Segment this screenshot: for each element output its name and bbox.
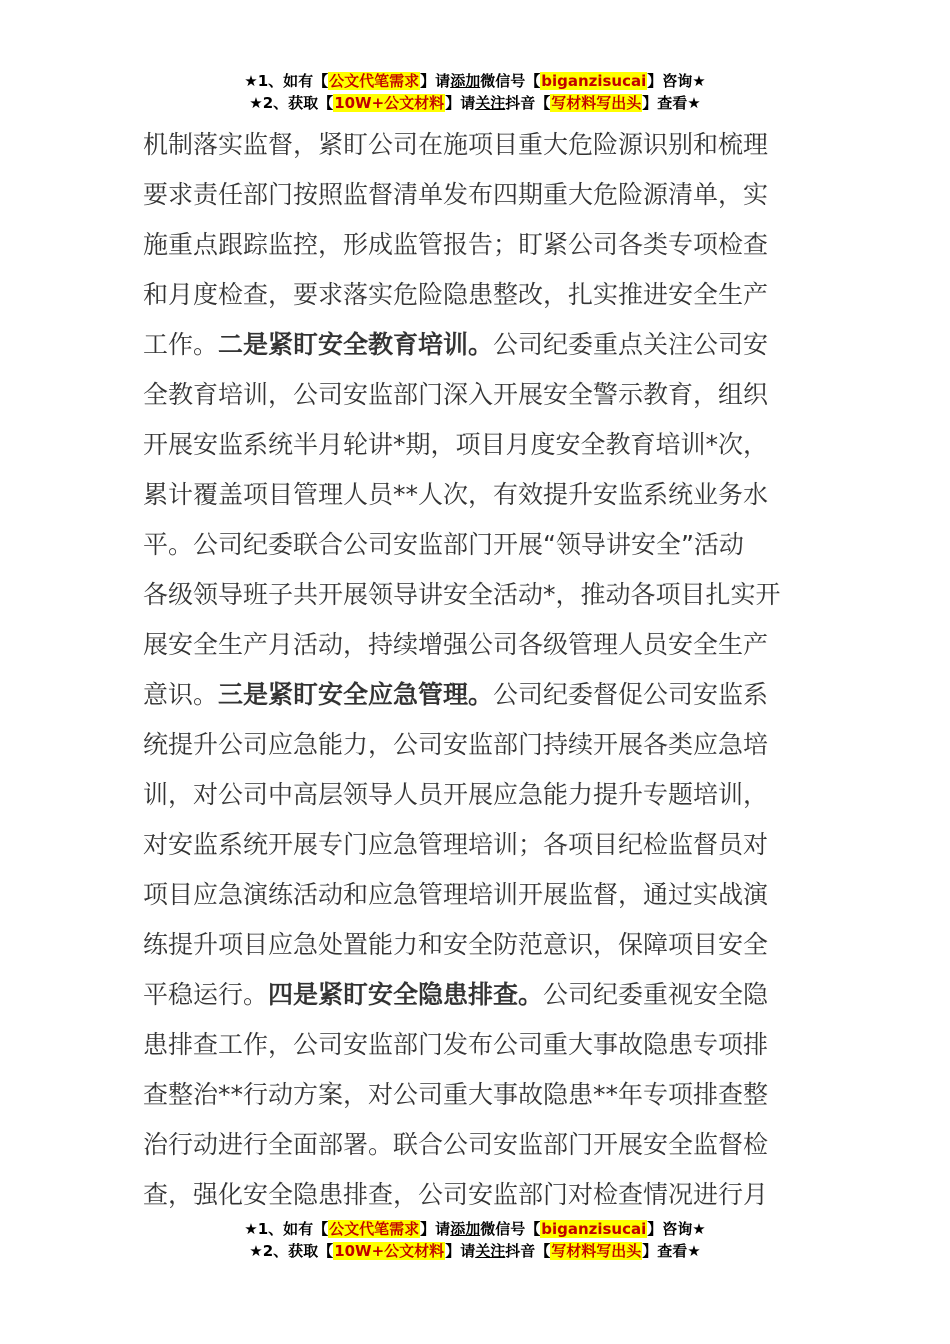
body-line: 对安监系统开展专门应急管理培训；各项目纪检监督员对 <box>143 830 769 859</box>
body-line: 项目应急演练活动和应急管理培训开展监督，通过实战演 <box>143 880 769 909</box>
section-heading-3: 三是紧盯安全应急管理。 <box>218 680 494 709</box>
highlight-materials: 10W+公文材料 <box>334 94 445 112</box>
section-heading-4: 四是紧盯安全隐患排查。 <box>268 980 544 1009</box>
body-line: 平稳运行。四是紧盯安全隐患排查。公司纪委重视安全隐 <box>143 980 769 1009</box>
banner-line-1: ★1、如有【公文代笔需求】请添加微信号【biganzisucai】咨询★ <box>244 72 706 90</box>
douyin-account: 写材料写出头 <box>551 1242 642 1260</box>
body-line: 查整治**行动方案，对公司重大事故隐患**年专项排查整 <box>143 1080 769 1109</box>
body-line: 练提升项目应急处置能力和安全防范意识，保障项目安全 <box>143 930 769 959</box>
footer-banner <box>0 1218 950 1262</box>
body-line: 和月度检查，要求落实危险隐患整改，扎实推进安全生产 <box>143 280 769 309</box>
body-line: 意识。三是紧盯安全应急管理。公司纪委督促公司安监系 <box>143 680 769 709</box>
body-line: 平。公司纪委联合公司安监部门开展“领导讲安全”活动 <box>143 530 744 559</box>
body-line: 机制落实监督，紧盯公司在施项目重大危险源识别和梳理 <box>143 130 769 159</box>
wechat-id: biganzisucai <box>541 1220 647 1238</box>
highlight-materials: 10W+公文材料 <box>334 1242 445 1260</box>
body-line: 工作。二是紧盯安全教育培训。公司纪委重点关注公司安 <box>143 330 769 359</box>
body-line: 施重点跟踪监控，形成监管报告；盯紧公司各类专项检查 <box>143 230 769 259</box>
body-line: 累计覆盖项目管理人员**人次，有效提升安监系统业务水 <box>143 480 769 509</box>
body-line: 各级领导班子共开展领导讲安全活动*，推动各项目扎实开 <box>143 580 781 609</box>
body-line: 查，强化安全隐患排查，公司安监部门对检查情况进行月 <box>143 1180 769 1209</box>
wechat-id: biganzisucai <box>541 72 647 90</box>
banner-line-2: ★2、获取【10W+公文材料】请关注抖音【写材料写出头】查看★ <box>249 94 701 112</box>
section-heading-2: 二是紧盯安全教育培训。 <box>218 330 494 359</box>
body-line: 要求责任部门按照监督清单发布四期重大危险源清单，实 <box>143 180 769 209</box>
body-line: 展安全生产月活动，持续增强公司各级管理人员安全生产 <box>143 630 769 659</box>
highlight-service: 公文代笔需求 <box>329 72 420 90</box>
body-line: 训，对公司中高层领导人员开展应急能力提升专题培训， <box>143 780 769 809</box>
body-line: 患排查工作，公司安监部门发布公司重大事故隐患专项排 <box>143 1030 769 1059</box>
body-line: 治行动进行全面部署。联合公司安监部门开展安全监督检 <box>143 1130 769 1159</box>
body-line: 开展安监系统半月轮讲*期，项目月度安全教育培训*次， <box>143 430 769 459</box>
banner-line-2: ★2、获取【10W+公文材料】请关注抖音【写材料写出头】查看★ <box>249 1242 701 1260</box>
highlight-service: 公文代笔需求 <box>329 1220 420 1238</box>
douyin-account: 写材料写出头 <box>551 94 642 112</box>
body-line: 全教育培训，公司安监部门深入开展安全警示教育，组织 <box>143 380 769 409</box>
header-banner <box>0 70 950 114</box>
banner-line-1: ★1、如有【公文代笔需求】请添加微信号【biganzisucai】咨询★ <box>244 1220 706 1238</box>
body-line: 统提升公司应急能力，公司安监部门持续开展各类应急培 <box>143 730 769 759</box>
document-body <box>143 120 813 1220</box>
